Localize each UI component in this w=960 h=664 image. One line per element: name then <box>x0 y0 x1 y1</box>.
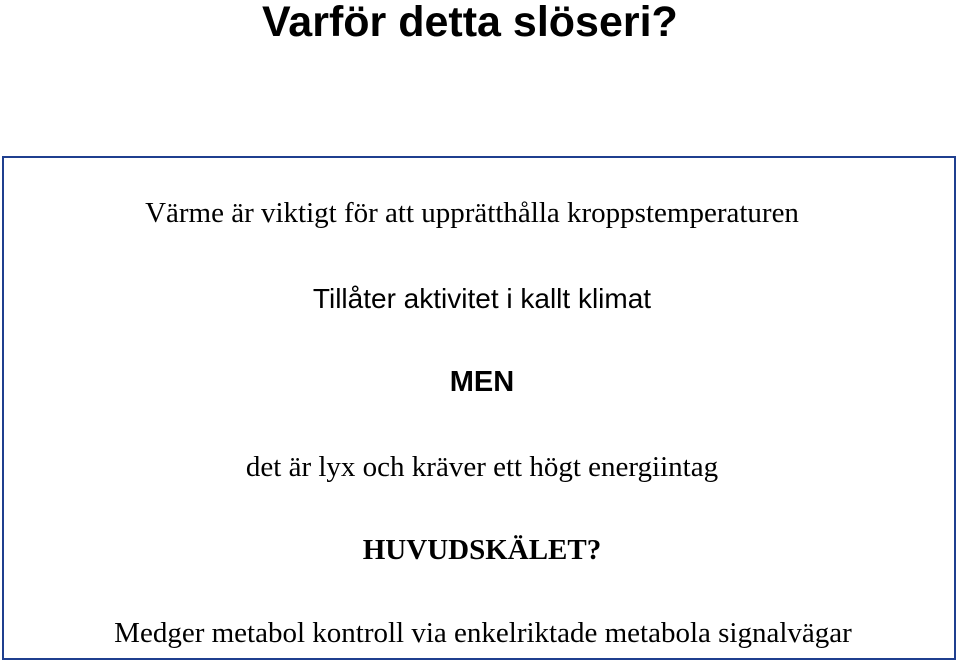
slide-title: Varför detta slöseri? <box>262 0 678 46</box>
body-line-metabolic-control: Medger metabol kontroll via enkelriktade metabola signalvägar <box>114 617 852 649</box>
body-line-luxury: det är lyx och kräver ett högt energiintag <box>245 451 719 483</box>
body-line-men: MEN <box>449 366 515 398</box>
body-line-main-reason: HUVUDSKÄLET? <box>362 534 602 566</box>
body-line-cold-climate: Tillåter aktivitet i kallt klimat <box>312 283 652 314</box>
body-line-heat-importance: Värme är viktigt för att upprätthålla kroppstemperaturen <box>145 197 799 229</box>
